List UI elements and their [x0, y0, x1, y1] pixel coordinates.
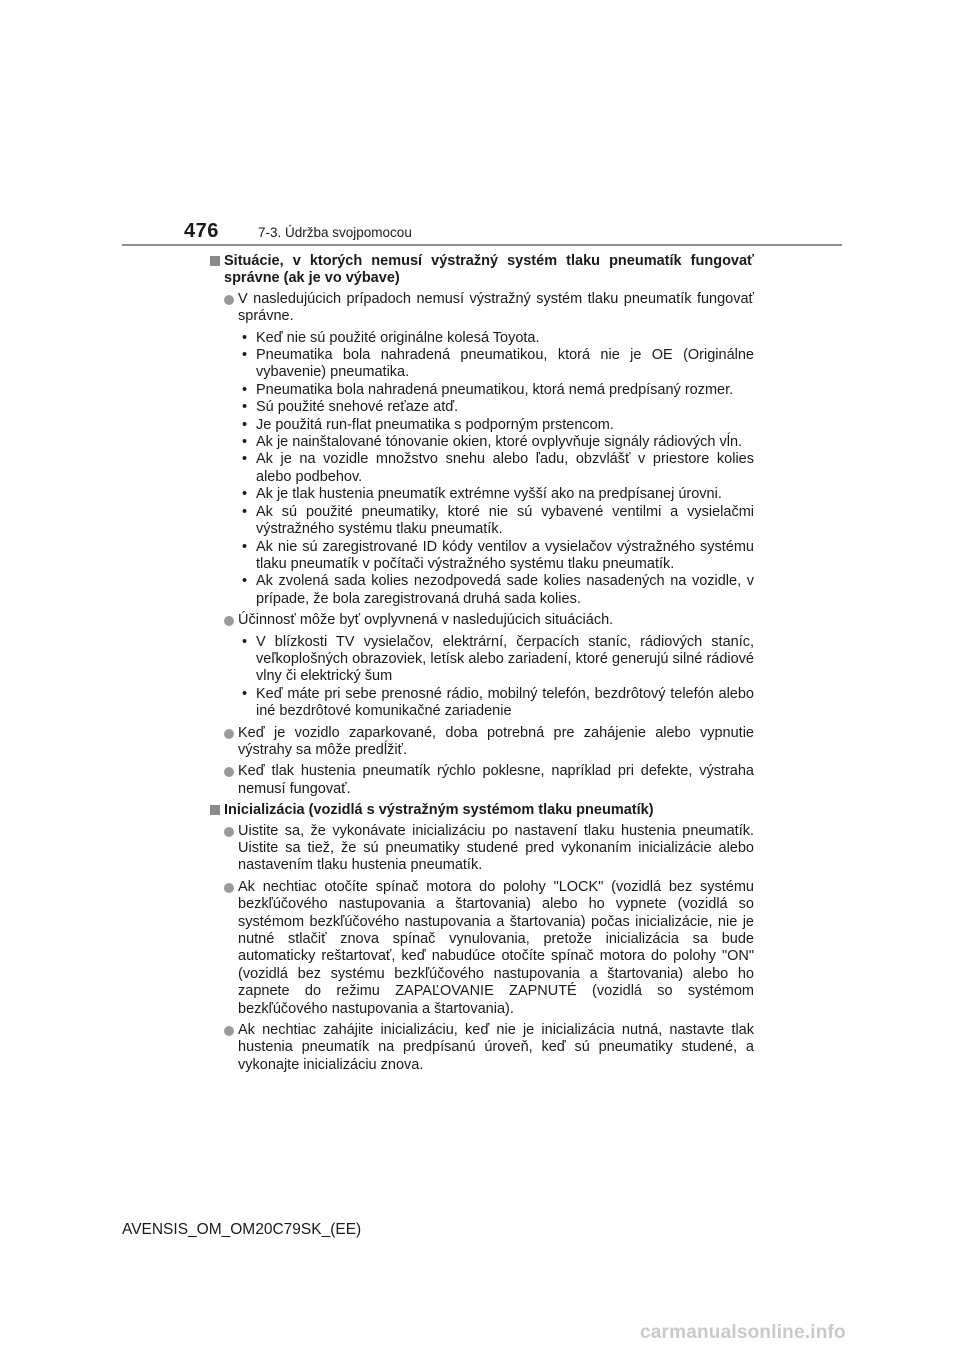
- dot-marker-icon: •: [242, 486, 248, 503]
- dot-marker-icon: •: [242, 381, 248, 398]
- section-heading-text: Situácie, v ktorých nemusí výstražný systém tlaku pneumatík fungovať správne (ak je vo výbave): [224, 253, 754, 287]
- circle-bullet-icon: [224, 729, 234, 739]
- sub-list-item: [210, 330, 754, 347]
- sub-list-text: Ak je nainštalované tónovanie okien, ktoré ovplyvňuje signály rádiových vĺn.: [256, 434, 743, 451]
- sub-list-text: Ak nie sú zaregistrované ID kódy ventilov a vysielačov výstražného systému tlaku pneumatík v počítači výstražného systému tlaku pneumatík.: [256, 538, 754, 572]
- bullet-item: [210, 1022, 754, 1074]
- dot-marker-icon: •: [242, 329, 248, 346]
- circle-bullet-icon: [224, 1026, 234, 1036]
- bullet-item: [210, 725, 754, 760]
- sub-list-text: Pneumatika bola nahradená pneumatikou, ktorá nemá predpísaný rozmer.: [256, 381, 734, 398]
- dot-marker-icon: •: [242, 399, 248, 416]
- sub-list-text: Ak sú použité pneumatiky, ktoré nie sú vybavené ventilmi a vysielačmi výstražného systému tlaku pneumatík.: [256, 503, 754, 538]
- circle-bullet-icon: [224, 827, 234, 837]
- sub-list-text: Je použitá run-flat pneumatika s podporným prstencom.: [256, 416, 614, 433]
- sub-list-item: [210, 399, 754, 416]
- bullet-text: Ak nechtiac zahájite inicializáciu, keď nie je inicializácia nutná, nastavte tlak hustenia pneumatík na predpísanú úroveň, keď sú pneumatiky studené, a vykonajte inicializáciu znova.: [238, 1022, 754, 1073]
- bullet-item: [210, 879, 754, 1018]
- bullet-item: [210, 291, 754, 326]
- page-number: 476: [184, 220, 219, 242]
- sub-list-item: [210, 382, 754, 399]
- sub-list-text: Pneumatika bola nahradená pneumatikou, ktorá nie je OE (Originálne vybavenie) pneumatika.: [256, 347, 754, 381]
- section-heading-text: Inicializácia (vozidlá s výstražným systémom tlaku pneumatík): [224, 802, 654, 819]
- bullet-text: Ak nechtiac otočíte spínač motora do polohy "LOCK" (vozidlá bez systému bezkľúčového nastupovania a štartovania) alebo ho vypnete (vozidlá so systémom bezkľúčového nastupovania a štartovania) počas inicializácie, nie je nutné stlačiť znova spínač vynulovania, pretože inicializácia sa bude automaticky reštartovať, keď nabudúce otočíte spínač motora do polohy "ON" (vozidlá bez systému bezkľúčového nastupovania a štartovania) alebo ho zapnete do režimu ZAPAĽOVANIE ZAPNUTÉ (vozidlá so systémom bezkľúčového nastupovania a štartovania).: [238, 878, 754, 1017]
- sub-list-item: [210, 451, 754, 486]
- sub-list-text: Ak je na vozidle množstvo snehu alebo ľadu, obzvlášť v priestore kolies alebo podbehov.: [256, 451, 754, 485]
- bullet-text: Účinnosť môže byť ovplyvnená v nasledujúcich situáciách.: [238, 612, 614, 629]
- sub-list-text: Sú použité snehové reťaze atď.: [256, 399, 459, 416]
- dot-marker-icon: •: [242, 451, 248, 468]
- sub-list-item: [210, 504, 754, 539]
- sub-list-text: Ak zvolená sada kolies nezodpovedá sade kolies nasadených na vozidle, v prípade, že bola zaregistrovaná druhá sada kolies.: [256, 573, 754, 607]
- circle-bullet-icon: [224, 616, 234, 626]
- circle-bullet-icon: [224, 883, 234, 893]
- sub-list-item: [210, 634, 754, 686]
- dot-marker-icon: •: [242, 416, 248, 433]
- sub-list-item: [210, 573, 754, 608]
- bullet-item: [210, 823, 754, 875]
- dot-marker-icon: •: [242, 633, 248, 650]
- sub-list-item: [210, 434, 754, 451]
- bullet-text: V nasledujúcich prípadoch nemusí výstražný systém tlaku pneumatík fungovať správne.: [238, 290, 754, 325]
- sub-list-item: [210, 417, 754, 434]
- circle-bullet-icon: [224, 295, 234, 305]
- sub-list-text: Ak je tlak hustenia pneumatík extrémne vyšší ako na predpísanej úrovni.: [256, 486, 722, 503]
- section-heading: [210, 802, 754, 819]
- sub-list: [210, 634, 754, 721]
- dot-marker-icon: •: [242, 538, 248, 555]
- dot-marker-icon: •: [242, 503, 248, 520]
- dot-marker-icon: •: [242, 573, 248, 590]
- bullet-text: Uistite sa, že vykonávate inicializáciu po nastavení tlaku hustenia pneumatík. Uistite sa tiež, že sú pneumatiky studené pred vykonaním inicializácie alebo nastavením tlaku hustenia pneumatík.: [238, 822, 754, 874]
- section-heading: [210, 253, 754, 288]
- sub-list-text: Keď máte pri sebe prenosné rádio, mobilný telefón, bezdrôtový telefón alebo iné bezdrôtové komunikačné zariadenie: [256, 685, 754, 720]
- sub-list-item: [210, 539, 754, 574]
- sub-list-item: [210, 686, 754, 721]
- sub-list-text: V blízkosti TV vysielačov, elektrární, čerpacích staníc, rádiových staníc, veľkoplošných obrazoviek, letísk alebo zariadení, ktoré generujú silné rádiové vlny či elektrický šum: [256, 633, 754, 685]
- bullet-item: [210, 612, 754, 629]
- watermark-link[interactable]: carmanualsonline.info: [640, 1322, 846, 1343]
- document-code: AVENSIS_OM_OM20C79SK_(EE): [122, 1221, 362, 1238]
- sub-list-item: [210, 486, 754, 503]
- square-bullet-icon: [210, 256, 220, 266]
- bullet-text: Keď tlak hustenia pneumatík rýchlo poklesne, napríklad pri defekte, výstraha nemusí fungovať.: [238, 763, 754, 797]
- dot-marker-icon: •: [242, 685, 248, 702]
- header-divider: [122, 244, 842, 246]
- page-content: [210, 253, 754, 1078]
- sub-list-text: Keď nie sú použité originálne kolesá Toyota.: [256, 329, 540, 346]
- bullet-item: [210, 763, 754, 798]
- bullet-text: Keď je vozidlo zaparkované, doba potrebná pre zahájenie alebo vypnutie výstrahy sa môže predĺžiť.: [238, 724, 754, 758]
- sub-list-item: [210, 347, 754, 382]
- circle-bullet-icon: [224, 767, 234, 777]
- square-bullet-icon: [210, 805, 220, 815]
- sub-list: [210, 330, 754, 609]
- dot-marker-icon: •: [242, 434, 248, 451]
- section-title: 7-3. Údržba svojpomocou: [258, 225, 412, 240]
- dot-marker-icon: •: [242, 347, 248, 364]
